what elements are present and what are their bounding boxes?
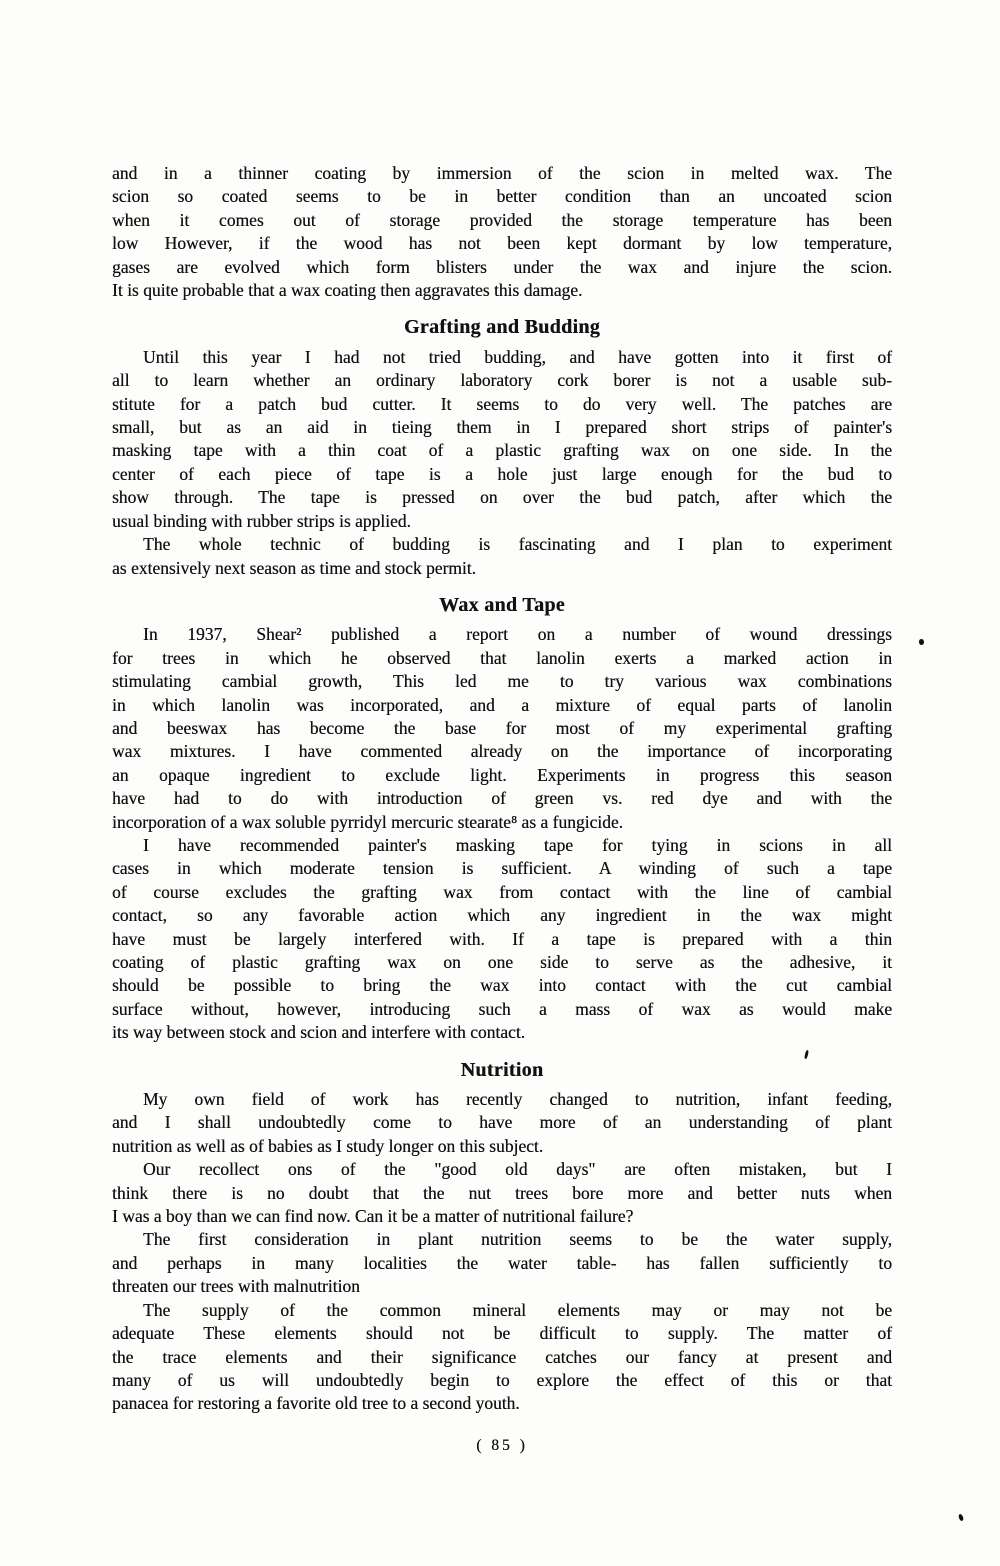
text-line: of course excludes the grafting wax from contact with the line of cambial <box>112 881 892 902</box>
text-line: and beeswax has become the base for most of my experimental grafting <box>112 717 892 738</box>
text-line: scion so coated seems to be in better condition than an uncoated scion <box>112 186 892 207</box>
text-line: its way between stock and scion and interfere with contact. <box>112 1022 526 1043</box>
text-line: My own field of work has recently changed to nutrition, infant feeding, <box>143 1089 892 1110</box>
text-line: The whole technic of budding is fascinating and I plan to experiment <box>143 534 892 555</box>
page-number: ( 85 ) <box>476 1437 528 1454</box>
text-line: Until this year I had not tried budding, and have gotten into it first of <box>143 346 892 367</box>
section-heading: Wax and Tape <box>439 593 565 616</box>
text-line: Our recollect ons of the "good old days" are often mistaken, but I <box>143 1159 892 1180</box>
paragraph <box>112 162 892 302</box>
text-line: and perhaps in many localities the water table- has fallen sufficiently to <box>112 1252 892 1273</box>
text-line: incorporation of a wax soluble pyrridyl mercuric stearate⁸ as a fungicide. <box>112 811 623 832</box>
scan-artifact-speck <box>958 1514 964 1522</box>
text-line: usual binding with rubber strips is applied. <box>112 510 411 531</box>
text-line: center of each piece of tape is a hole just large enough for the bud to <box>112 463 892 484</box>
text-line: The first consideration in plant nutrition seems to be the water supply, <box>143 1229 892 1250</box>
text-line: stimulating cambial growth, This led me to try various wax combinations <box>112 671 892 692</box>
text-line: have must be largely interfered with. If a tape is prepared with a thin <box>112 928 892 949</box>
section-heading: Nutrition <box>460 1058 544 1081</box>
text-line: It is quite probable that a wax coating then aggravates this damage. <box>112 280 583 301</box>
paragraph <box>112 1158 892 1228</box>
text-line: low However, if the wood has not been kept dormant by low temperature, <box>112 233 892 254</box>
text-line: in which lanolin was incorporated, and a mixture of equal parts of lanolin <box>112 694 892 715</box>
text-line: should be possible to bring the wax into contact with the cut cambial <box>112 975 892 996</box>
text-line: all to learn whether an ordinary laboratory cork borer is not a usable sub- <box>112 370 892 391</box>
paragraph <box>112 623 892 834</box>
text-line: I have recommended painter's masking tape for tying in scions in all <box>143 834 892 855</box>
text-line: the trace elements and their significance catches our fancy at present and <box>112 1346 892 1367</box>
text-line: surface without, however, introducing such a mass of wax as would make <box>112 998 892 1019</box>
text-line: contact, so any favorable action which any ingredient in the wax might <box>112 905 892 926</box>
section-heading: Grafting and Budding <box>403 316 601 339</box>
text-line: gases are evolved which form blisters under the wax and injure the scion. <box>112 256 892 277</box>
scan-artifact-speck <box>919 639 924 645</box>
text-body <box>112 162 892 1416</box>
text-line: wax mixtures. I have commented already on the importance of incorporating <box>112 741 892 762</box>
text-line: coating of plastic grafting wax on one side to serve as the adhesive, it <box>112 952 892 972</box>
text-line: threaten our trees with malnutrition <box>112 1276 360 1297</box>
text-line: cases in which moderate tension is sufficient. A winding of such a tape <box>112 858 892 879</box>
text-line: for trees in which he observed that lanolin exerts a marked action in <box>112 647 892 668</box>
text-line: nutrition as well as of babies as I study longer on this subject. <box>112 1135 544 1156</box>
text-line: an opaque ingredient to exclude light. Experiments in progress this season <box>112 764 892 785</box>
text-line: and I shall undoubtedly come to have more of an understanding of plant <box>112 1112 892 1133</box>
text-line: and in a thinner coating by immersion of the scion in melted wax. The <box>112 163 892 183</box>
paragraph <box>112 1299 892 1416</box>
text-line: many of us will undoubtedly begin to explore the effect of this or that <box>112 1369 892 1390</box>
text-line: adequate These elements should not be difficult to supply. The matter of <box>112 1323 892 1344</box>
paragraph <box>112 1228 892 1298</box>
paragraph <box>112 834 892 1045</box>
text-line: I was a boy than we can find now. Can it be a matter of nutritional failure? <box>112 1206 634 1227</box>
paragraph <box>112 346 892 533</box>
text-line: small, but as an aid in tieing them in I prepared short strips of painter's <box>112 417 892 438</box>
text-line: show through. The tape is pressed on over the bud patch, after which the <box>112 487 892 508</box>
paragraph <box>112 1088 892 1158</box>
text-line: The supply of the common mineral elements may or may not be <box>143 1299 892 1320</box>
text-line: when it comes out of storage provided the storage temperature has been <box>112 209 892 230</box>
text-line: think there is no doubt that the nut trees bore more and better nuts when <box>112 1182 892 1203</box>
text-line: have had to do with introduction of green vs. red dye and with the <box>112 788 892 809</box>
text-line: In 1937, Shear² published a report on a number of wound dressings <box>143 624 892 645</box>
text-line: stitute for a patch bud cutter. It seems to do very well. The patches are <box>112 393 892 414</box>
text-line: panacea for restoring a favorite old tree to a second youth. <box>112 1393 520 1414</box>
paragraph <box>112 533 892 580</box>
text-line: masking tape with a thin coat of a plastic grafting wax on one side. In the <box>112 440 892 461</box>
text-line: as extensively next season as time and stock permit. <box>112 557 477 578</box>
